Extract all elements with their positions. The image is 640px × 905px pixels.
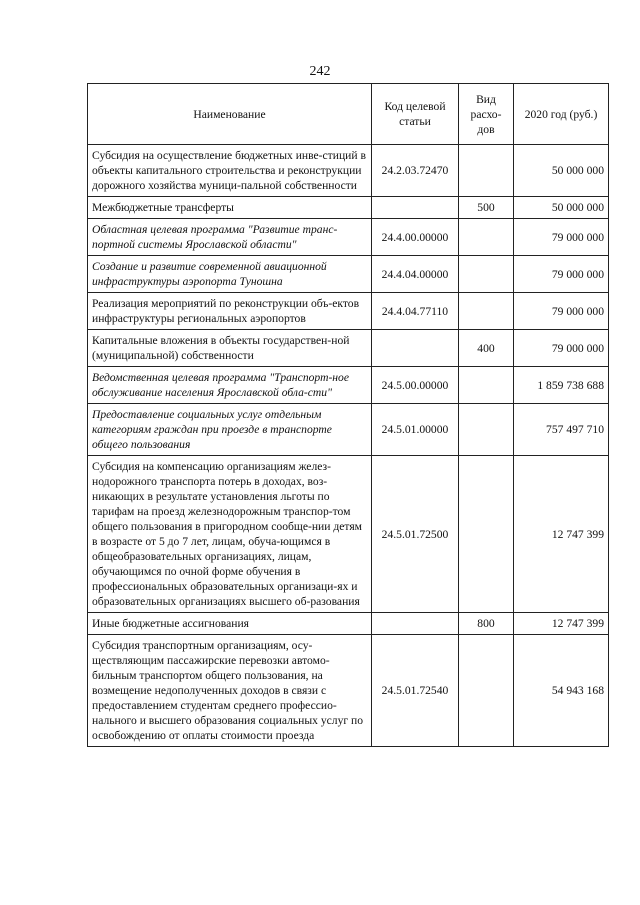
header-amount: 2020 год (руб.) — [514, 84, 609, 145]
table-body — [88, 145, 609, 747]
cell-name: Субсидия транспортным организациям, осу-ществляющим пассажирские перевозки автомо-бильным транспортом общего пользования, на возмещение недополученных доходов в связи с предоставлением студентам среднего профессио-нального и высшего образования социальных услуг по освобождению от оплаты стоимости проезда — [88, 635, 372, 747]
cell-type — [459, 219, 514, 256]
cell-name: Капитальные вложения в объекты государствен-ной (муниципальной) собственности — [88, 330, 372, 367]
table-row — [88, 330, 609, 367]
table-row — [88, 145, 609, 197]
cell-amount: 79 000 000 — [514, 330, 609, 367]
cell-type — [459, 635, 514, 747]
cell-type — [459, 293, 514, 330]
cell-type: 800 — [459, 613, 514, 635]
table-row — [88, 256, 609, 293]
table-row — [88, 456, 609, 613]
cell-code — [372, 330, 459, 367]
table-row — [88, 219, 609, 256]
cell-name: Областная целевая программа "Развитие транс-портной системы Ярославской области" — [88, 219, 372, 256]
cell-code — [372, 613, 459, 635]
cell-code: 24.4.04.77110 — [372, 293, 459, 330]
page-number: 242 — [309, 64, 331, 79]
cell-type — [459, 145, 514, 197]
table-row — [88, 197, 609, 219]
cell-amount: 79 000 000 — [514, 256, 609, 293]
header-name: Наименование — [88, 84, 372, 145]
cell-name: Ведомственная целевая программа "Транспорт-ное обслуживание населения Ярославской обла-сти" — [88, 367, 372, 404]
cell-code — [372, 197, 459, 219]
cell-code: 24.2.03.72470 — [372, 145, 459, 197]
cell-name: Предоставление социальных услуг отдельным категориям граждан при проезде в транспорте общего пользования — [88, 404, 372, 456]
cell-code: 24.5.01.72500 — [372, 456, 459, 613]
cell-name: Межбюджетные трансферты — [88, 197, 372, 219]
cell-code: 24.5.00.00000 — [372, 367, 459, 404]
cell-code: 24.4.00.00000 — [372, 219, 459, 256]
cell-amount: 1 859 738 688 — [514, 367, 609, 404]
cell-type — [459, 256, 514, 293]
cell-amount: 50 000 000 — [514, 145, 609, 197]
cell-name: Создание и развитие современной авиационной инфраструктуры аэропорта Туношна — [88, 256, 372, 293]
cell-amount: 79 000 000 — [514, 293, 609, 330]
cell-amount: 50 000 000 — [514, 197, 609, 219]
cell-type: 500 — [459, 197, 514, 219]
cell-amount: 757 497 710 — [514, 404, 609, 456]
table-row — [88, 367, 609, 404]
table-row — [88, 613, 609, 635]
cell-name: Субсидия на компенсацию организациям желез-нодорожного транспорта потерь в доходах, воз-никающих в результате установления льготы по тарифам на проезд железнодорожным транспор-том общего пользования в пригородном сообще-нии детям в возрасте от 5 до 7 лет, лицам, обуча-ющимся в общеобразовательных организациях, лицам, обучающимся по очной форме обучения в профессиональных образовательных организаци-ях и образовательных организациях высшего об-разования — [88, 456, 372, 613]
cell-name: Субсидия на осуществление бюджетных инве-стиций в объекты капитального строительства и реконструкции дорожного хозяйства муници-пальной собственности — [88, 145, 372, 197]
budget-table — [87, 83, 609, 747]
table-row — [88, 293, 609, 330]
header-type: Вид расхо-дов — [459, 84, 514, 145]
table-row — [88, 635, 609, 747]
cell-type — [459, 456, 514, 613]
cell-name: Реализация мероприятий по реконструкции объ-ектов инфраструктуры региональных аэропортов — [88, 293, 372, 330]
cell-amount: 79 000 000 — [514, 219, 609, 256]
cell-type — [459, 367, 514, 404]
cell-type: 400 — [459, 330, 514, 367]
cell-code: 24.5.01.00000 — [372, 404, 459, 456]
cell-type — [459, 404, 514, 456]
cell-code: 24.5.01.72540 — [372, 635, 459, 747]
cell-name: Иные бюджетные ассигнования — [88, 613, 372, 635]
cell-amount: 12 747 399 — [514, 456, 609, 613]
cell-amount: 54 943 168 — [514, 635, 609, 747]
table-row — [88, 404, 609, 456]
header-code: Код целевой статьи — [372, 84, 459, 145]
cell-amount: 12 747 399 — [514, 613, 609, 635]
cell-code: 24.4.04.00000 — [372, 256, 459, 293]
table-header-row — [88, 84, 609, 145]
